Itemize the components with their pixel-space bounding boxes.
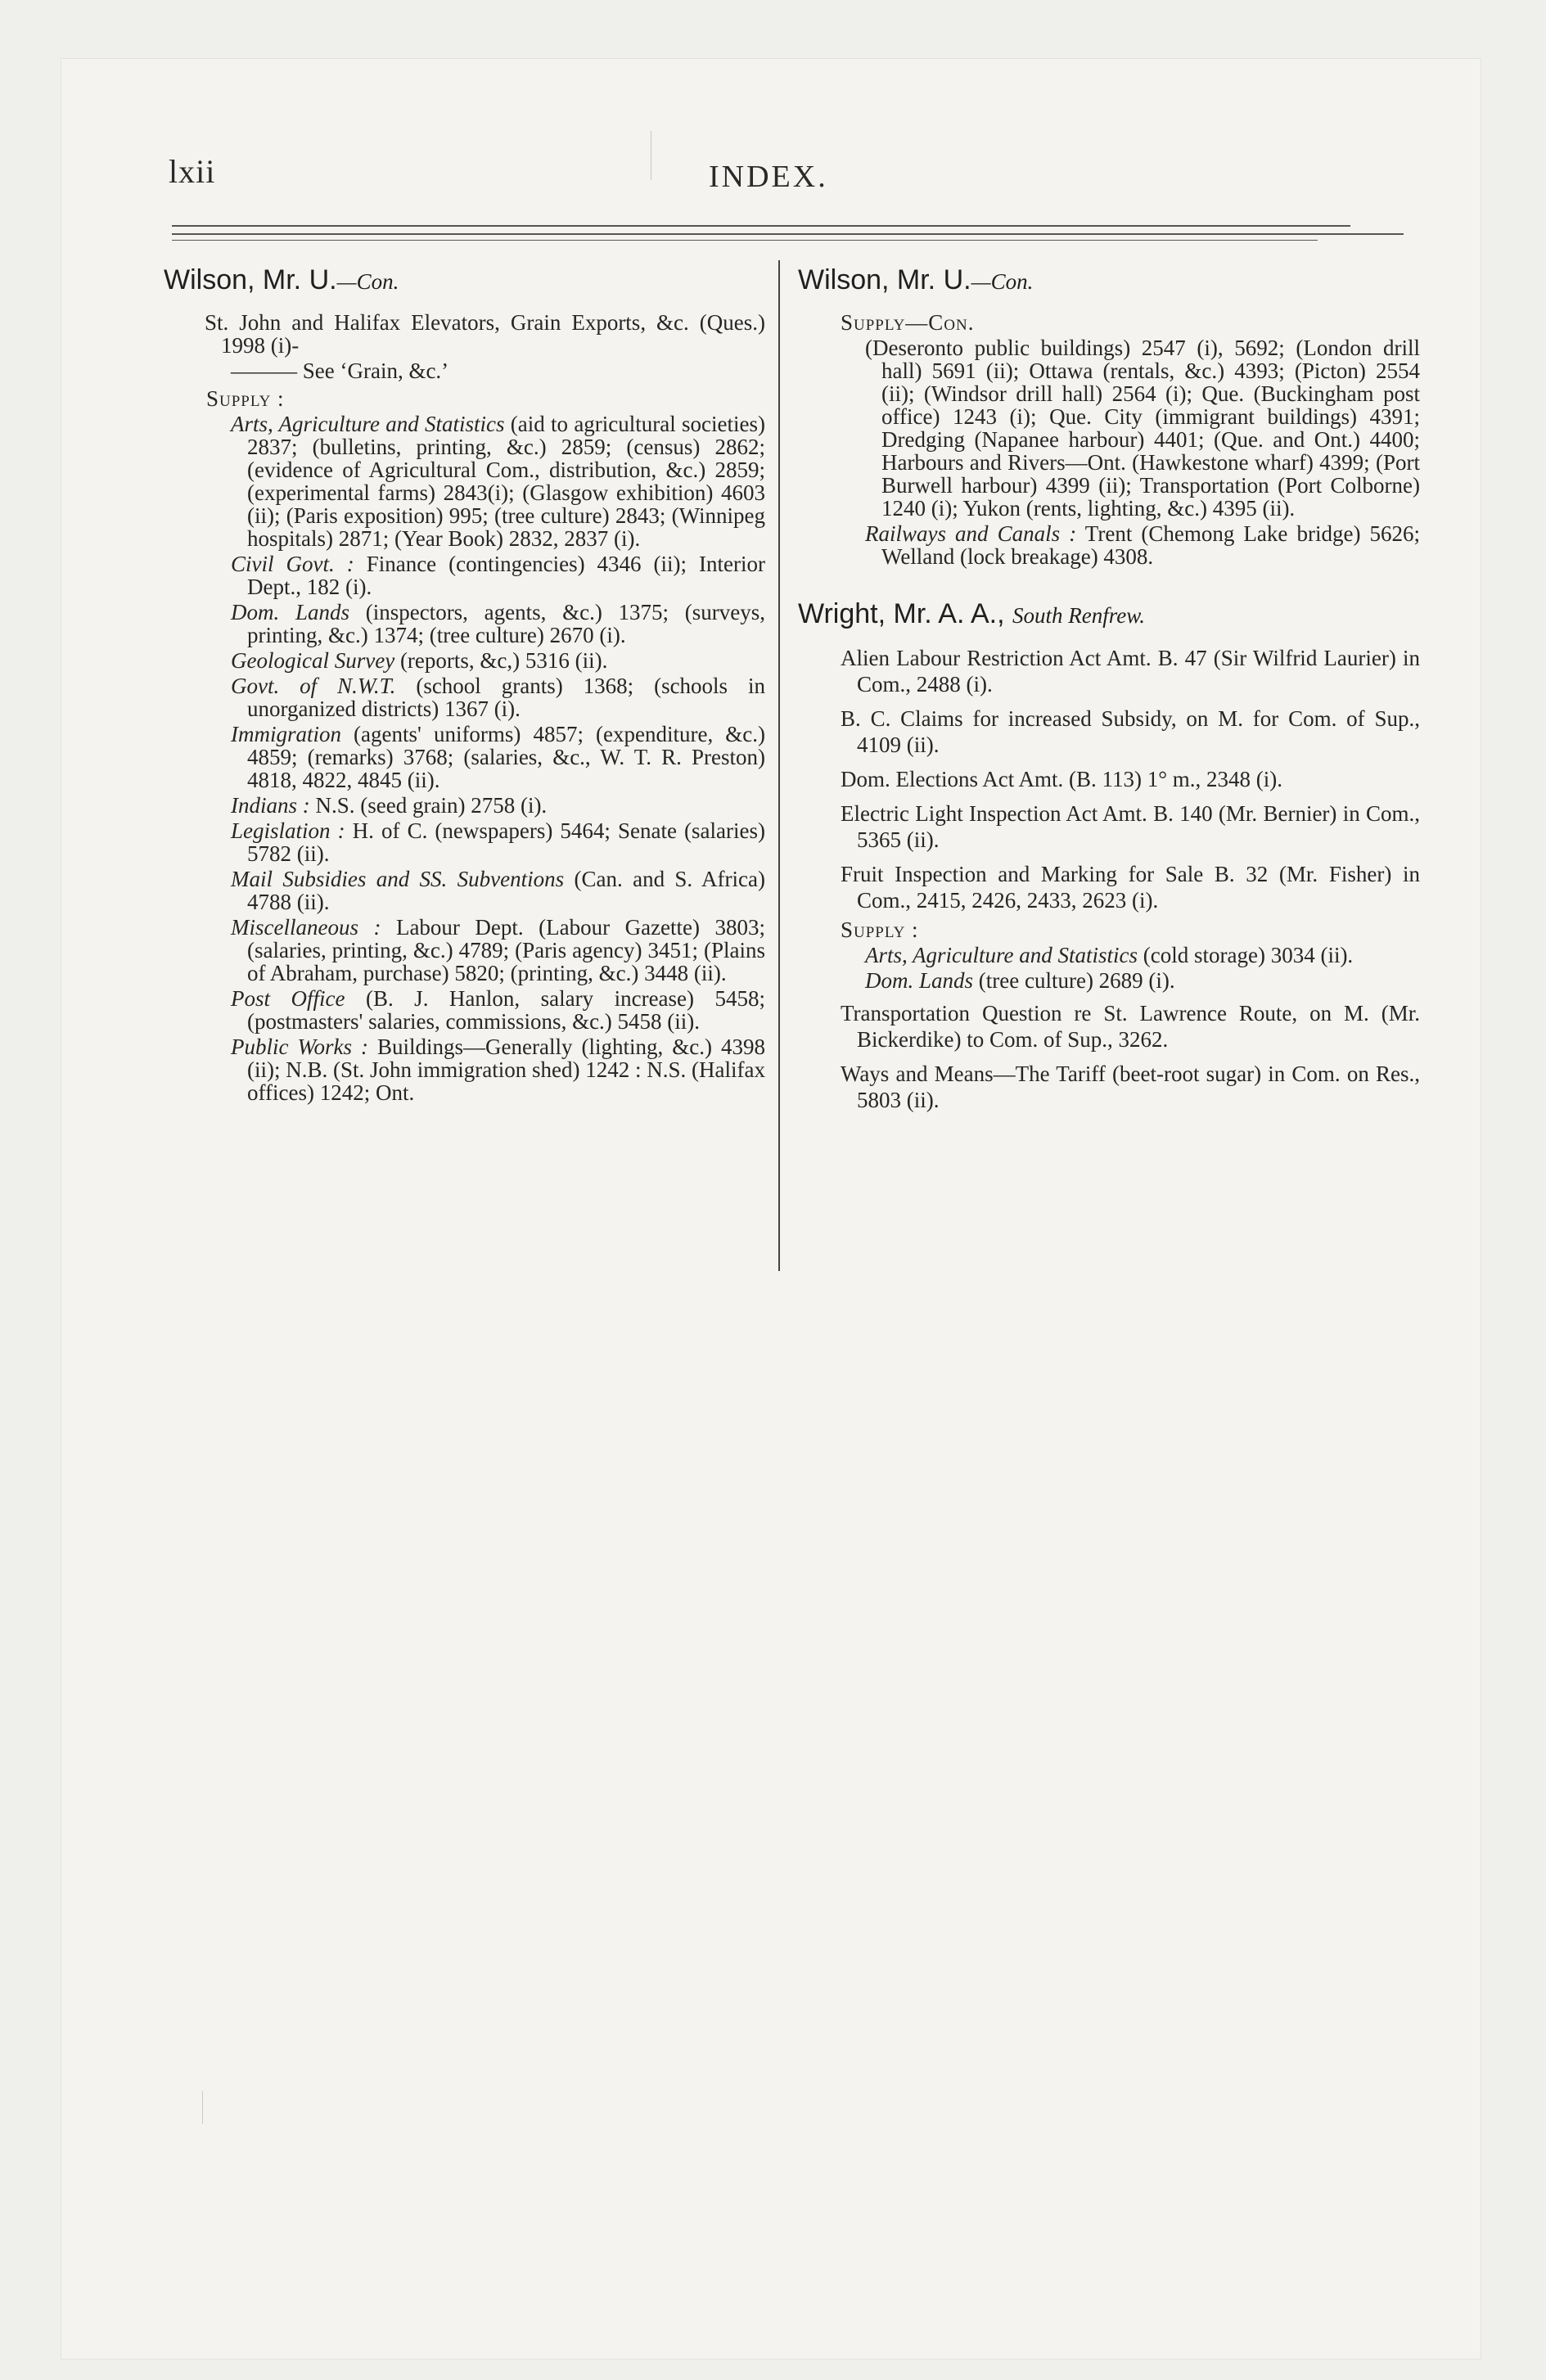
entry-text: (aid to agricultural societies) 2837; (bulletins, printing, &c.) 2859; (census) 2862; (evidence of Agricultural Com., distribution, &c.) 2859; (experimental farms) 2843(i); (Glasgow exhibition) 4603 (ii); (Paris exposition) 995; (tree culture) 2843; (Winnipeg hospitals) 2871; (Year Book) 2832, 2837 (i).	[247, 412, 765, 551]
header-rule	[172, 240, 1318, 241]
heading-name: Wilson, Mr. U.	[798, 264, 971, 295]
entry-category: Miscellaneous :	[231, 915, 381, 940]
index-heading	[798, 264, 1420, 298]
heading-cont: —Con.	[336, 269, 399, 294]
supply-entry	[231, 819, 765, 865]
entry-text: (tree culture) 2689 (i).	[973, 968, 1175, 993]
index-entry: Dom. Elections Act Amt. (B. 113) 1° m., 2348 (i).	[841, 767, 1282, 791]
entry-text: (agents' uniforms) 4857; (expenditure, &c.) 4859; (remarks) 3768; (salaries, &c., W. T. R. Preston) 4818, 4822, 4845 (ii).	[247, 722, 765, 792]
index-entry: ——— See ‘Grain, &c.’	[231, 358, 449, 383]
header-rule	[172, 225, 1350, 227]
entry-category: Geological Survey	[231, 648, 395, 673]
entry-text: (cold storage) 3034 (ii).	[1138, 943, 1354, 967]
right-entries	[798, 336, 1420, 568]
entry-text: H. of C. (newspapers) 5464; Senate (salaries) 5782 (ii).	[247, 818, 765, 866]
entry-category: Govt. of N.W.T.	[231, 674, 396, 698]
entry-text: (school grants) 1368; (schools in unorganized districts) 1367 (i).	[247, 674, 765, 721]
heading-constituency: South Renfrew.	[1012, 603, 1145, 628]
header-rule	[172, 233, 1404, 235]
running-head: INDEX.	[709, 160, 828, 194]
entry-category: Mail Subsidies and SS. Subventions	[231, 867, 565, 891]
entry-category: Public Works :	[231, 1034, 369, 1059]
index-entry: (Deseronto public buildings) 2547 (i), 5692; (London drill hall) 5691 (ii); Ottawa (rentals, &c.) 4393; (Picton) 2554 (ii); (Windsor drill hall) 2564 (i); Que. (Buckingham post office) 1243 (i); Que. City (immigrant buildings) 4391; Dredging (Napanee harbour) 4401; (Que. and Ont.) 4400; Harbours and Rivers—Ont. (Hawkestone wharf) 4399; (Port Burwell harbour) 4399 (ii); Transportation (Port Colborne) 1240 (i); Yukon (rents, lighting, &c.) 4395 (ii).	[865, 336, 1420, 521]
entry-text: Trent (Chemong Lake bridge) 5626; Welland (lock breakage) 4308.	[881, 521, 1420, 569]
supply-entry	[865, 944, 1420, 967]
entry-text: Buildings—Generally (lighting, &c.) 4398 (ii); N.B. (St. John immigration shed) 1242 : N.S. (Halifax offices) 1242; Ont.	[247, 1034, 765, 1105]
supply-entry	[231, 868, 765, 913]
entry-category: Arts, Agriculture and Statistics	[865, 943, 1138, 967]
index-entry: Ways and Means—The Tariff (beet-root sugar) in Com. on Res., 5803 (ii).	[841, 1062, 1420, 1112]
entry-category: Immigration	[231, 722, 341, 746]
entry-category: Dom. Lands	[865, 968, 974, 993]
supply-entry	[231, 552, 765, 598]
page-number: lxii	[169, 153, 216, 190]
paper-crease	[202, 2091, 203, 2124]
index-entry: Transportation Question re St. Lawrence Route, on M. (Mr. Bickerdike) to Com. of Sup., 3262.	[841, 1001, 1420, 1052]
heading-cont: —Con.	[971, 269, 1034, 294]
entry-category: Railways and Canals :	[865, 521, 1077, 546]
supply-entry	[231, 412, 765, 550]
index-entry: Electric Light Inspection Act Amt. B. 140 (Mr. Bernier) in Com., 5365 (ii).	[841, 801, 1420, 852]
entry-category: Legislation :	[231, 818, 345, 843]
index-heading	[164, 264, 765, 298]
entry-category: Civil Govt. :	[231, 552, 354, 576]
supply-entry	[231, 649, 765, 672]
supply-entry	[231, 1035, 765, 1104]
supply-label: Supply :	[206, 386, 285, 411]
index-entry: Fruit Inspection and Marking for Sale B. 32 (Mr. Fisher) in Com., 2415, 2426, 2433, 2623 (i).	[841, 862, 1420, 913]
entry-text: (inspectors, agents, &c.) 1375; (surveys, printing, &c.) 1374; (tree culture) 2670 (i).	[247, 600, 765, 647]
index-entry: B. C. Claims for increased Subsidy, on M. for Com. of Sup., 4109 (ii).	[841, 706, 1420, 757]
entry-text: (Can. and S. Africa) 4788 (ii).	[247, 867, 765, 914]
left-column	[164, 264, 765, 1104]
entry-category: Dom. Lands	[231, 600, 349, 624]
left-entries	[164, 311, 765, 1104]
supply-entry	[231, 674, 765, 720]
supply-entry	[231, 987, 765, 1033]
heading-name: Wilson, Mr. U.	[164, 264, 337, 295]
right-column	[798, 264, 1420, 1113]
entry-text: Finance (contingencies) 4346 (ii); Interior Dept., 182 (i).	[247, 552, 765, 599]
entry-category: Arts, Agriculture and Statistics	[231, 412, 505, 436]
right-entries-2	[798, 645, 1420, 1113]
supply-entry	[865, 969, 1420, 992]
supply-entry	[231, 916, 765, 985]
supply-entry	[231, 723, 765, 791]
supply-entry	[231, 794, 765, 817]
entry-category: Post Office	[231, 986, 345, 1011]
entry-category: Indians :	[231, 793, 310, 818]
entry-text: (reports, &c,) 5316 (ii).	[394, 648, 608, 673]
index-entry: St. John and Halifax Elevators, Grain Exports, &c. (Ques.) 1998 (i)-	[205, 310, 765, 358]
supply-cont-label: Supply—Con.	[841, 310, 975, 335]
supply-entry	[231, 601, 765, 647]
index-heading	[798, 597, 1420, 632]
entry-text: (B. J. Hanlon, salary increase) 5458; (postmasters' salaries, commissions, &c.) 5458 (ii).	[247, 986, 765, 1034]
heading-name: Wright, Mr. A. A.,	[798, 598, 1005, 629]
supply-label: Supply :	[841, 917, 919, 942]
entry-text: N.S. (seed grain) 2758 (i).	[309, 793, 548, 818]
column-divider	[778, 260, 780, 1271]
entry-text: Labour Dept. (Labour Gazette) 3803; (salaries, printing, &c.) 4789; (Paris agency) 3451; (Plains of Abraham, purchase) 5820; (printing, &c.) 3448 (ii).	[247, 915, 766, 985]
index-entry: Alien Labour Restriction Act Amt. B. 47 (Sir Wilfrid Laurier) in Com., 2488 (i).	[841, 646, 1420, 696]
supply-entry	[865, 522, 1420, 568]
